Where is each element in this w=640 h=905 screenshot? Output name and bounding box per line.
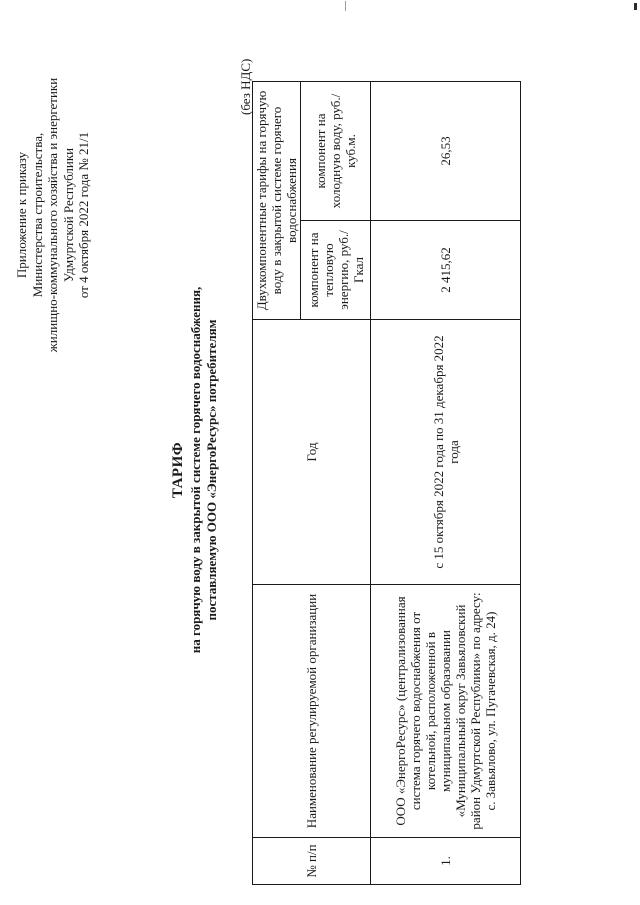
header-two-component-tariffs: Двухкомпонентные тарифы на горячую воду в закрытой системе горячего водоснабжения <box>253 82 301 320</box>
approval-stamp <box>14 65 92 365</box>
document-subtitle: поставляемую ООО «ЭнергоРесурс» потребителям <box>203 319 219 621</box>
header-cold-water-component: компонент на холодную воду, руб./куб.м. <box>301 82 371 221</box>
tariff-period: с 15 октября 2022 года по 31 декабря 2022 года <box>371 320 521 585</box>
vat-note: (без НДС) <box>238 58 253 115</box>
heat-component-value: 2 415,62 <box>371 221 521 320</box>
cold-water-component-value: 26,53 <box>371 82 521 221</box>
header-organization: Наименование регулируемой организации <box>253 585 371 838</box>
header-year: Год <box>253 320 371 585</box>
organization-name: ООО «ЭнергоРесурс» (централизованная система горячего водоснабжения от котельной, расположенной в муниципальном образовании «Муниципальный округ Завьяловский район Удмуртской Республики» по адресу: с. Завьялово, ул. Пугачевская, д. 24) <box>371 585 521 838</box>
approval-line: жилищно-коммунального хозяйства и энергетики <box>45 77 60 353</box>
tariff-table <box>252 81 521 885</box>
approval-line: Министерства строительства, <box>29 132 45 298</box>
scan-artifact <box>634 3 637 10</box>
scan-artifact <box>345 1 346 11</box>
table-header-row <box>253 82 301 885</box>
header-number: № п/п <box>253 838 371 885</box>
approval-line: от 4 октября 2022 года № 21/1 <box>76 131 91 299</box>
document-title: ТАРИФ <box>170 441 186 499</box>
approval-line: Удмуртской Республики <box>60 147 76 283</box>
document-title-block <box>168 210 219 730</box>
document-subtitle: на горячую воду в закрытой системе горячего водоснабжения, <box>188 286 203 654</box>
row-number: 1. <box>371 838 521 885</box>
approval-line: Приложение к приказу <box>14 151 29 279</box>
header-heat-component: компонент на тепловую энергию, руб./Гкал <box>301 221 371 320</box>
table-row <box>371 82 521 885</box>
